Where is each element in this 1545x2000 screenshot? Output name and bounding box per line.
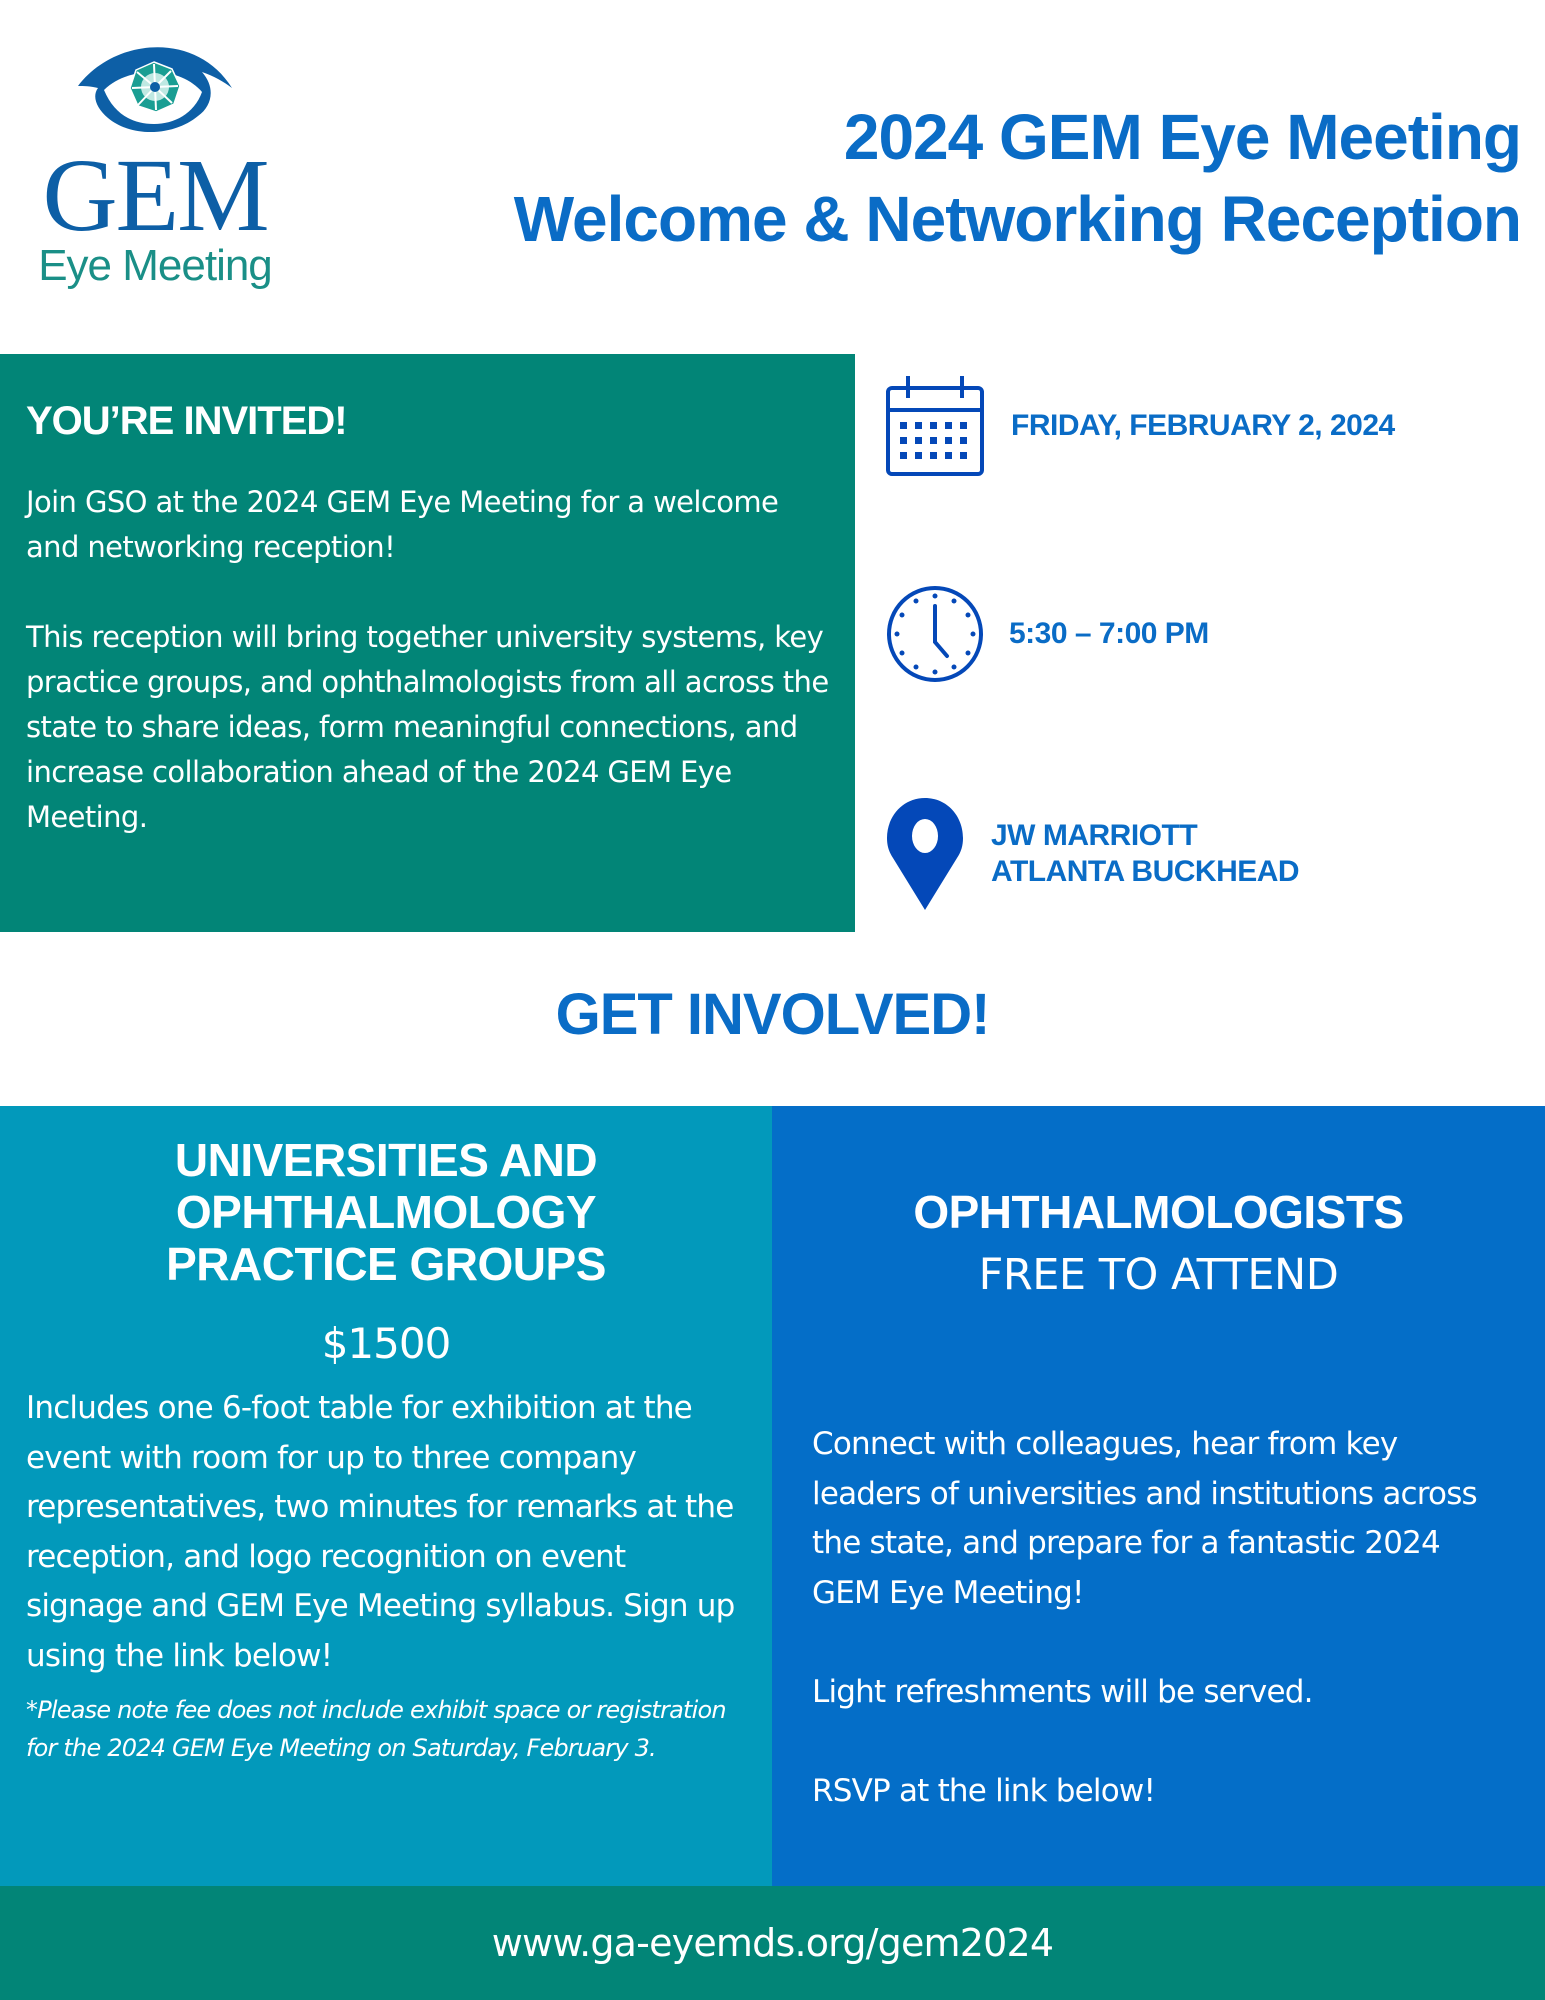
invite-heading: YOU’RE INVITED! [26, 399, 347, 443]
universities-heading [26, 1134, 746, 1290]
event-date [885, 374, 1525, 478]
date-label: FRIDAY, FEBRUARY 2, 2024 [1011, 409, 1395, 442]
fee-note: *Please note fee does not include exhibit space or registration for the 2024 GEM Eye Meeting on Saturday, February 3. [26, 1696, 726, 1762]
page-title [514, 96, 1521, 260]
ophthalmologists-panel [772, 1106, 1545, 1886]
universities-description: Includes one 6-foot table for exhibition at the event with room for up to three company representatives, two minutes for remarks at the reception, and logo recognition on event signage and GEM Eye Meeting syllabus. Sign up using the link below! [26, 1390, 735, 1674]
ophthalmologists-paragraph-1: Connect with colleagues, hear from key leaders of universities and institutions across the state, and prepare for a fantastic 2024 GEM Eye Meeting! [812, 1426, 1477, 1611]
ophthalmologists-paragraph-3: RSVP at the link below! [812, 1772, 1156, 1809]
universities-heading-line-1: UNIVERSITIES AND [174, 1134, 598, 1186]
free-to-attend: FREE TO ATTEND [978, 1250, 1339, 1300]
footer [0, 1886, 1545, 2000]
invitation-panel [0, 354, 855, 932]
ophthalmologists-paragraph-2: Light refreshments will be served. [812, 1673, 1313, 1710]
logo-subtitle: Eye Meeting [38, 241, 272, 290]
ophthalmologists-description [812, 1420, 1505, 1816]
universities-heading-line-3: PRACTICE GROUPS [166, 1238, 606, 1290]
eye-icon [74, 36, 236, 146]
location-line-1: JW MARRIOTT [991, 819, 1198, 852]
invite-paragraph-2: This reception will bring together university systems, key practice groups, and ophthalmologists from all across the state to share ideas, form meaningful connections, and increase collaboration ahead of the 2024 GEM Eye Meeting. [26, 620, 829, 834]
time-label: 5:30 – 7:00 PM [1009, 617, 1209, 650]
calendar-icon [885, 374, 985, 478]
clock-icon [885, 584, 985, 684]
title-line-2: Welcome & Networking Reception [513, 183, 1521, 255]
location-label [991, 818, 1299, 890]
gem-logo [30, 36, 280, 296]
event-location [885, 796, 1525, 912]
universities-heading-line-2: OPHTHALMOLOGY [175, 1186, 597, 1238]
get-involved-heading: GET INVOLVED! [555, 982, 990, 1047]
universities-panel [0, 1106, 772, 1886]
event-time [885, 584, 1525, 684]
location-line-2: ATLANTA BUCKHEAD [991, 855, 1300, 888]
invite-paragraph-1: Join GSO at the 2024 GEM Eye Meeting for a welcome and networking reception! [26, 485, 779, 564]
price: $1500 [321, 1319, 451, 1368]
logo-wordmark: GEM [42, 138, 268, 253]
website-link[interactable]: www.ga-eyemds.org/gem2024 [491, 1921, 1054, 1965]
ophthalmologists-heading: OPHTHALMOLOGISTS [913, 1186, 1404, 1238]
map-pin-icon [885, 796, 965, 912]
title-line-1: 2024 GEM Eye Meeting [843, 101, 1521, 173]
